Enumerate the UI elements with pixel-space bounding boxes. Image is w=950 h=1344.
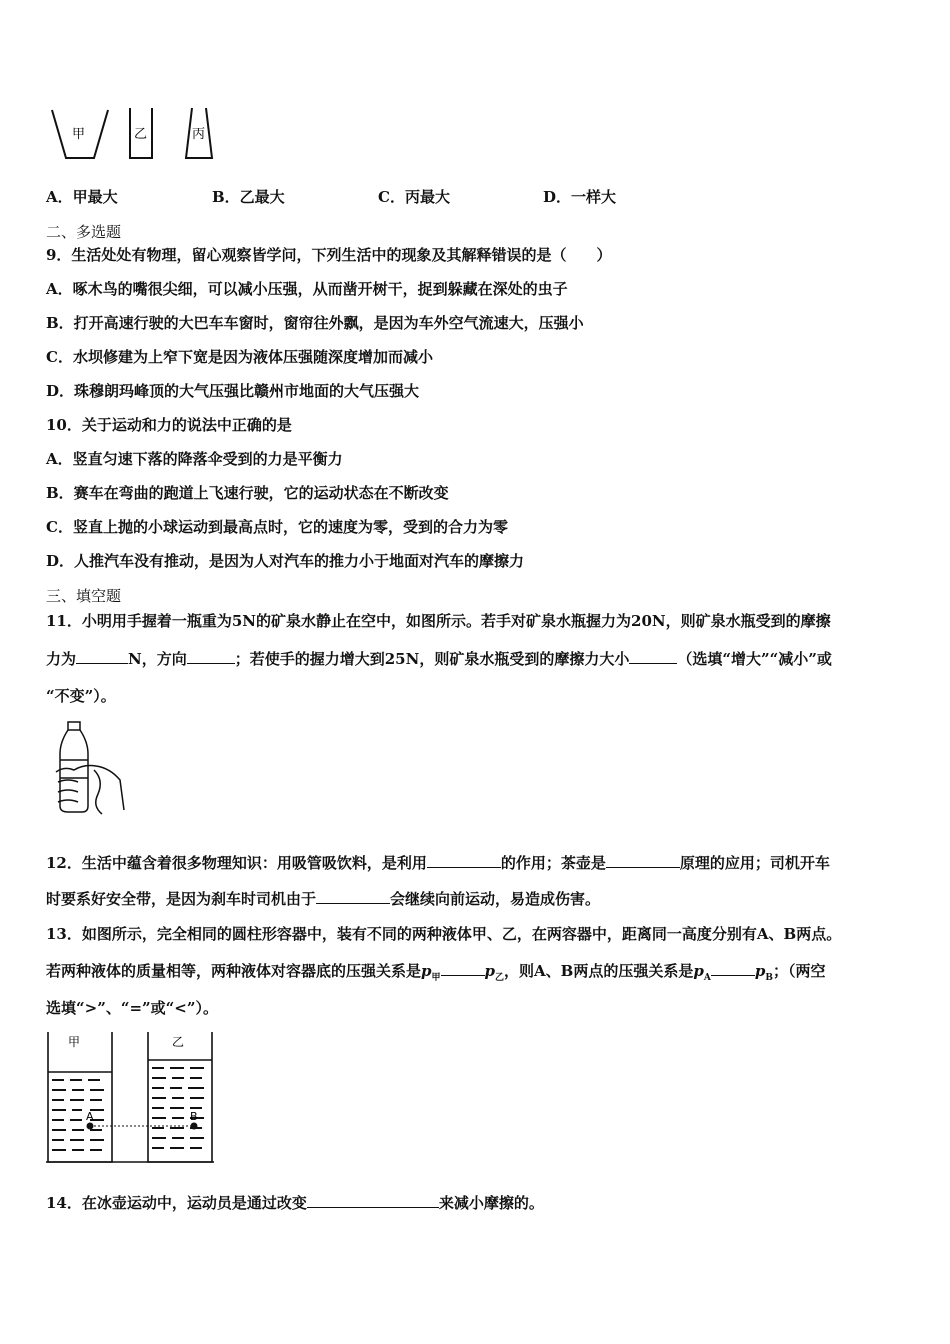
q9-option-c: C．水坝修建为上窄下宽是因为液体压强随深度增加而减小 xyxy=(46,348,433,366)
bottle-hand-figure xyxy=(54,720,126,816)
q8-option-d: D．一样大 xyxy=(543,188,617,206)
q11-blank-friction[interactable] xyxy=(76,649,128,664)
q9-stem: 9．生活处处有物理，留心观察皆学问，下列生活中的现象及其解释错误的是（ ） xyxy=(46,246,612,264)
q13-blank-point-pressure[interactable] xyxy=(711,961,755,976)
section3-title: 三、填空题 xyxy=(46,587,122,605)
q10-option-b: B．赛车在弯曲的跑道上飞速行驶，它的运动状态在不断改变 xyxy=(46,484,449,502)
liquid-jia-hatching xyxy=(52,1080,104,1150)
q11-text-b: N，方向 xyxy=(128,650,187,668)
q11-text-a: 力为 xyxy=(46,650,77,668)
q11-line1: 11．小明用手握着一瓶重为5N的矿泉水静止在空中，如图所示。若手对矿泉水瓶握力为20N，则矿泉水瓶受到的摩擦 xyxy=(46,612,831,630)
q10-option-d: D．人推汽车没有推动，是因为人对汽车的推力小于地面对汽车的摩擦力 xyxy=(46,552,525,570)
q12-text-d: 时要系好安全带，是因为刹车时司机由于 xyxy=(46,890,317,908)
q13-text-b: ，则A、B两点的压强关系是 xyxy=(504,962,694,980)
container-jia-label: 甲 xyxy=(72,127,86,142)
q12-blank-principle[interactable] xyxy=(606,853,680,868)
q12-blank-pressure[interactable] xyxy=(427,853,501,868)
containers-figure xyxy=(48,104,223,166)
q12-text-e: 会继续向前运动，易造成伤害。 xyxy=(390,890,601,908)
q13-p-a: p xyxy=(693,962,704,980)
q12-line2 xyxy=(46,889,600,909)
q11-line3: “不变”）。 xyxy=(46,687,116,705)
q12-line1 xyxy=(46,853,830,873)
liquid-containers-figure xyxy=(44,1030,216,1166)
point-a xyxy=(87,1123,94,1130)
q10-option-a: A．竖直匀速下落的降落伞受到的力是平衡力 xyxy=(46,450,343,468)
bottle-cap xyxy=(68,722,80,730)
q9-option-a: A．啄木鸟的嘴很尖细，可以减小压强，从而凿开树干，捉到躲藏在深处的虫子 xyxy=(46,280,568,298)
container-jia-outline xyxy=(48,1032,112,1162)
q14-blank-method[interactable] xyxy=(307,1193,439,1208)
q13-sub-yi: 乙 xyxy=(495,973,505,983)
section2-title: 二、多选题 xyxy=(46,223,122,241)
q11-line2 xyxy=(46,649,832,669)
hand-fingers xyxy=(56,766,124,811)
container-bing-label: 丙 xyxy=(192,127,206,142)
point-a-label: A xyxy=(86,1110,94,1123)
q12-blank-inertia[interactable] xyxy=(316,889,390,904)
q14-line xyxy=(46,1193,544,1213)
q9-option-b: B．打开高速行驶的大巴车车窗时，窗帘往外飘，是因为车外空气流速大，压强小 xyxy=(46,314,584,332)
q14-text-a: 14．在冰壶运动中，运动员是通过改变 xyxy=(46,1194,307,1212)
liquid-yi-label: 乙 xyxy=(172,1035,185,1049)
q9-option-d: D．珠穆朗玛峰顶的大气压强比赣州市地面的大气压强大 xyxy=(46,382,420,400)
q14-text-b: 来减小摩擦的。 xyxy=(438,1194,544,1212)
q13-sub-jia: 甲 xyxy=(431,973,441,983)
q13-text-a: 若两种液体的质量相等，两种液体对容器底的压强关系是 xyxy=(46,962,422,980)
q13-p-jia: p xyxy=(421,962,432,980)
q13-sub-b: B xyxy=(765,973,773,983)
q13-p-yi: p xyxy=(484,962,496,980)
q13-p-b: p xyxy=(754,962,766,980)
q8-option-b: B．乙最大 xyxy=(212,188,285,206)
q8-option-c: C．丙最大 xyxy=(378,188,450,206)
q10-option-c: C．竖直上抛的小球运动到最高点时，它的速度为零，受到的合力为零 xyxy=(46,518,508,536)
q11-text-d: （选填“增大”“减小”或 xyxy=(677,650,832,668)
q13-text-c: ；（两空 xyxy=(772,962,826,980)
q12-text-b: 的作用；茶壶是 xyxy=(500,854,606,872)
q13-line1: 13．如图所示，完全相同的圆柱形容器中，装有不同的两种液体甲、乙，在两容器中，距离同一高度分别有A、B两点。 xyxy=(46,925,842,943)
q12-text-a: 12．生活中蕴含着很多物理知识：用吸管吸饮料，是利用 xyxy=(46,854,427,872)
point-b-label: B xyxy=(190,1110,198,1123)
container-yi-label: 乙 xyxy=(134,127,148,142)
q11-text-c: ；若使手的握力增大到25N，则矿泉水瓶受到的摩擦力大小 xyxy=(234,650,630,668)
q12-text-c: 原理的应用；司机开车 xyxy=(679,854,830,872)
q13-sub-a: A xyxy=(703,973,711,983)
point-b xyxy=(191,1123,198,1130)
q8-option-a: A．甲最大 xyxy=(46,188,118,206)
q11-blank-change[interactable] xyxy=(629,649,677,664)
liquid-yi-hatching xyxy=(152,1068,204,1148)
q10-stem: 10．关于运动和力的说法中正确的是 xyxy=(46,416,292,434)
q11-blank-direction[interactable] xyxy=(187,649,235,664)
q13-blank-bottom-pressure[interactable] xyxy=(441,961,485,976)
q13-line3: 选填“>”、“=”或“<”）。 xyxy=(46,999,218,1017)
q13-line2 xyxy=(46,961,825,988)
liquid-jia-label: 甲 xyxy=(68,1035,81,1049)
